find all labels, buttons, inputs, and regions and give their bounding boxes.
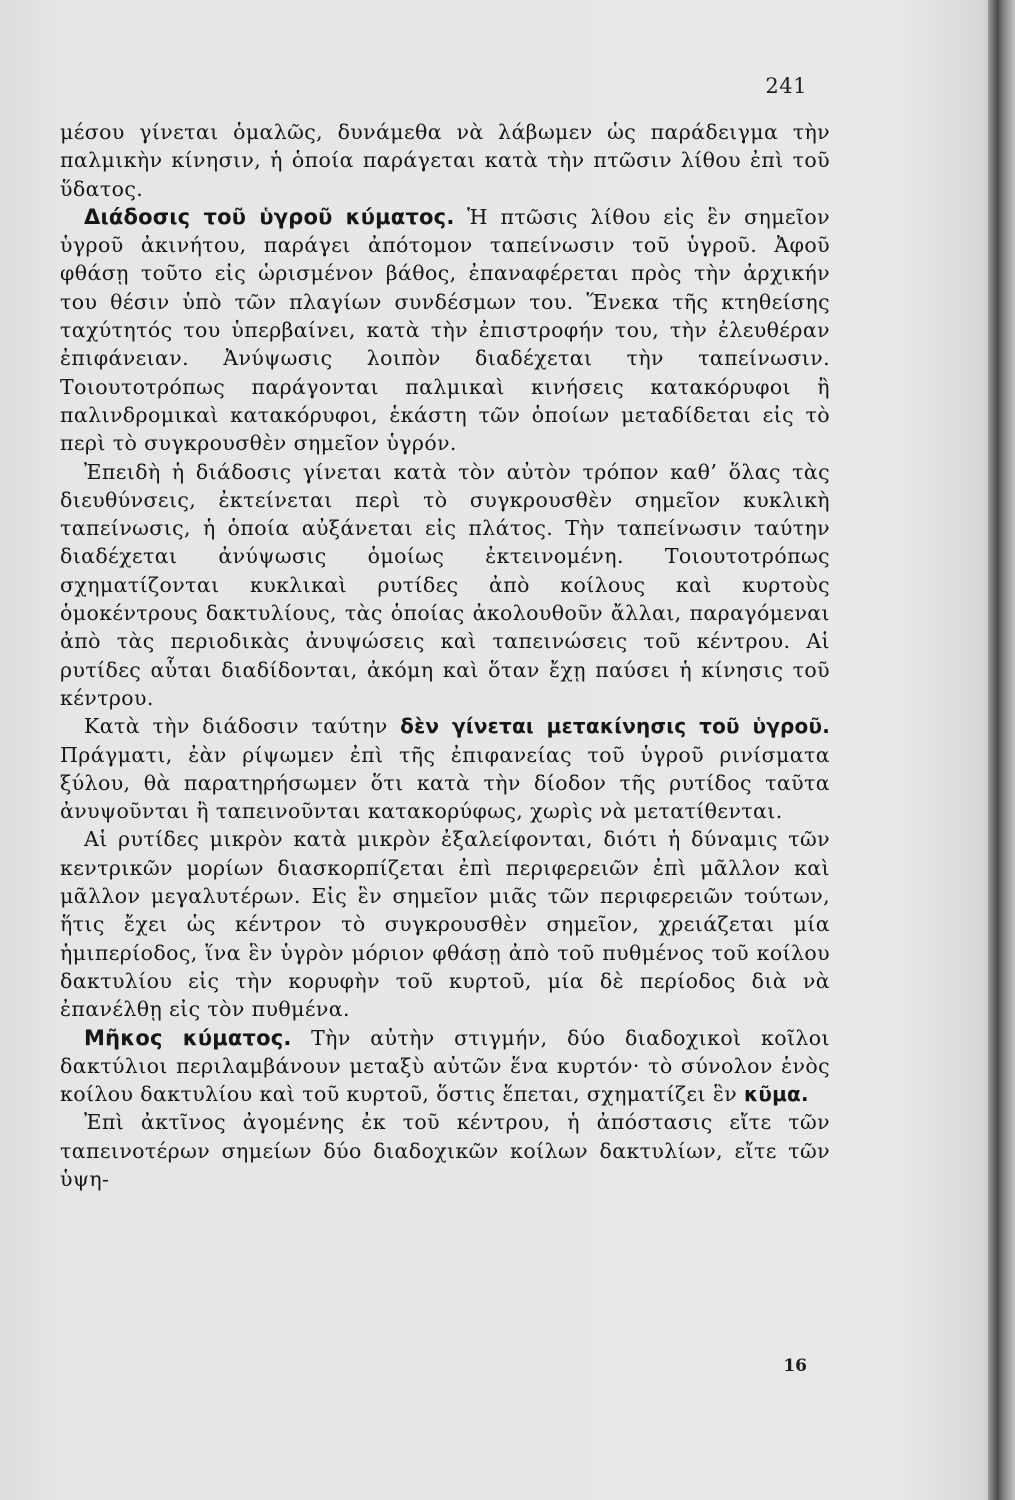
paragraph-2: [60, 203, 830, 458]
section-heading-wave-propagation: Διάδοσις τοῦ ὑγροῦ κύματος.: [84, 204, 455, 229]
paragraph-5: [60, 825, 830, 1023]
text-segment: Ἐπειδὴ ἡ διάδοσις γίνεται κατὰ τὸν αὐτὸν τρόπον καθ’ ὅλας τὰς διευθύνσεις, ἐκτείνεται περὶ τὸ συγκρουσθὲν σημεῖον κυκλικὴ ταπείνωσις, ἡ ὁποία αὐξάνεται εἰς πλάτος. Τὴν ταπείνωσιν ταύτην διαδέχεται ἀνύψωσις ὁμοίως ἐκτεινομένη. Τοιουτοτρόπως σχηματίζονται κυκλικαὶ ρυτίδες ἀπὸ κοίλους καὶ κυρτοὺς ὁμοκέντρους δακτυλίους, τὰς ὁποίας ἀκολουθοῦν ἄλλαι, παραγόμεναι ἀπὸ τὰς περιοδικὰς ἀνυψώσεις καὶ ταπεινώσεις τοῦ κέντρου. Αἱ ρυτίδες αὗται διαδίδονται, ἀκόμη καὶ ὅταν ἔχῃ παύσει ἡ κίνησις τοῦ κέντρου.: [60, 459, 830, 710]
text-segment: μέσου γίνεται ὁμαλῶς, δυνάμεθα νὰ λάβωμεν ὡς παράδειγμα τὴν παλμικὴν κίνησιν, ἡ ὁποία παράγεται κατὰ τὴν πτῶσιν λίθου ἐπὶ τοῦ ὕδατος.: [60, 120, 830, 201]
paragraph-1: [60, 118, 830, 203]
paragraph-7: [60, 1108, 830, 1193]
text-segment: Ἡ πτῶσις λίθου εἰς ἓν σημεῖον ὑγροῦ ἀκινήτου, παράγει ἀπότομον ταπείνωσιν τοῦ ὑγροῦ. Ἀφοῦ φθάσῃ τοῦτο εἰς ὡρισμένον βάθος, ἐπαναφέρεται πρὸς τὴν ἀρχικήν του θέσιν ὑπὸ τῶν πλαγίων συνδέσμων του. Ἕνεκα τῆς κτηθείσης ταχύτητός του ὑπερβαίνει, κατὰ τὴν ἐπιστροφήν του, τὴν ἐλευθέραν ἐπιφάνειαν. Ἀνύψωσις λοιπὸν διαδέχεται τὴν ταπείνωσιν. Τοιουτοτρόπως παράγονται παλμικαὶ κινήσεις κατακόρυφοι ἢ παλινδρομικαὶ κατακόρυφοι, ἑκάστη τῶν ὁποίων μεταδίδεται εἰς τὸ περὶ τὸ συγκρουσθὲν σημεῖον ὑγρόν.: [60, 204, 830, 456]
paragraph-6: [60, 1024, 830, 1109]
emphasis-no-displacement: δὲν γίνεται μετακίνησις τοῦ ὑγροῦ.: [400, 714, 830, 739]
paragraph-3: [60, 458, 830, 713]
text-segment: Ἐπὶ ἀκτῖνος ἀγομένης ἐκ τοῦ κέντρου, ἡ ἀπόστασις εἴτε τῶν ταπεινοτέρων σημείων δύο διαδοχικῶν κοίλων δακτυλίων, εἴτε τῶν ὑψη-: [60, 1110, 830, 1191]
page-number: 241: [765, 74, 807, 98]
text-segment: Κατὰ τὴν διάδοσιν ταύτην: [84, 714, 401, 739]
body-text: [60, 118, 830, 1193]
emphasis-wave: κῦμα.: [744, 1082, 809, 1107]
page-edge-shadow: [988, 0, 1015, 1500]
text-segment: Τὴν αὐτὴν στιγμήν, δύο διαδοχικοὶ κοῖλοι δακτύλιοι περιλαμβάνουν μεταξὺ αὐτῶν ἕνα κυρτόν· τὸ σύνολον ἑνὸς κοίλου δακτυλίου καὶ τοῦ κυρτοῦ, ὅστις ἕπεται, σχηματίζει ἓν: [60, 1025, 830, 1107]
paragraph-4: [60, 712, 830, 825]
text-segment: Πράγματι, ἐὰν ρίψωμεν ἐπὶ τῆς ἐπιφανείας τοῦ ὑγροῦ ρινίσματα ξύλου, θὰ παρατηρήσωμεν ὅτι κατὰ τὴν δίοδον τῆς ρυτίδος ταῦτα ἀνυψοῦνται ἢ ταπεινοῦνται κατακορύφως, χωρὶς νὰ μετατίθενται.: [60, 742, 830, 824]
text-segment: Αἱ ρυτίδες μικρὸν κατὰ μικρὸν ἐξαλείφονται, διότι ἡ δύναμις τῶν κεντρικῶν μορίων διασκορπίζεται ἐπὶ περιφερειῶν ἐπὶ μᾶλλον καὶ μᾶλλον μεγαλυτέρων. Εἰς ἓν σημεῖον μιᾶς τῶν περιφερειῶν τούτων, ἥτις ἔχει ὡς κέντρον τὸ συγκρουσθὲν σημεῖον, χρειάζεται μία ἡμιπερίοδος, ἵνα ἓν ὑγρὸν μόριον φθάσῃ ἀπὸ τοῦ πυθμένος τοῦ κοίλου δακτυλίου εἰς τὴν κορυφὴν τοῦ κυρτοῦ, μία δὲ περίοδος διὰ νὰ ἐπανέλθῃ εἰς τὸν πυθμένα.: [60, 827, 830, 1022]
section-heading-wavelength: Μῆκος κύματος.: [84, 1025, 292, 1050]
signature-mark: 16: [783, 1356, 807, 1376]
